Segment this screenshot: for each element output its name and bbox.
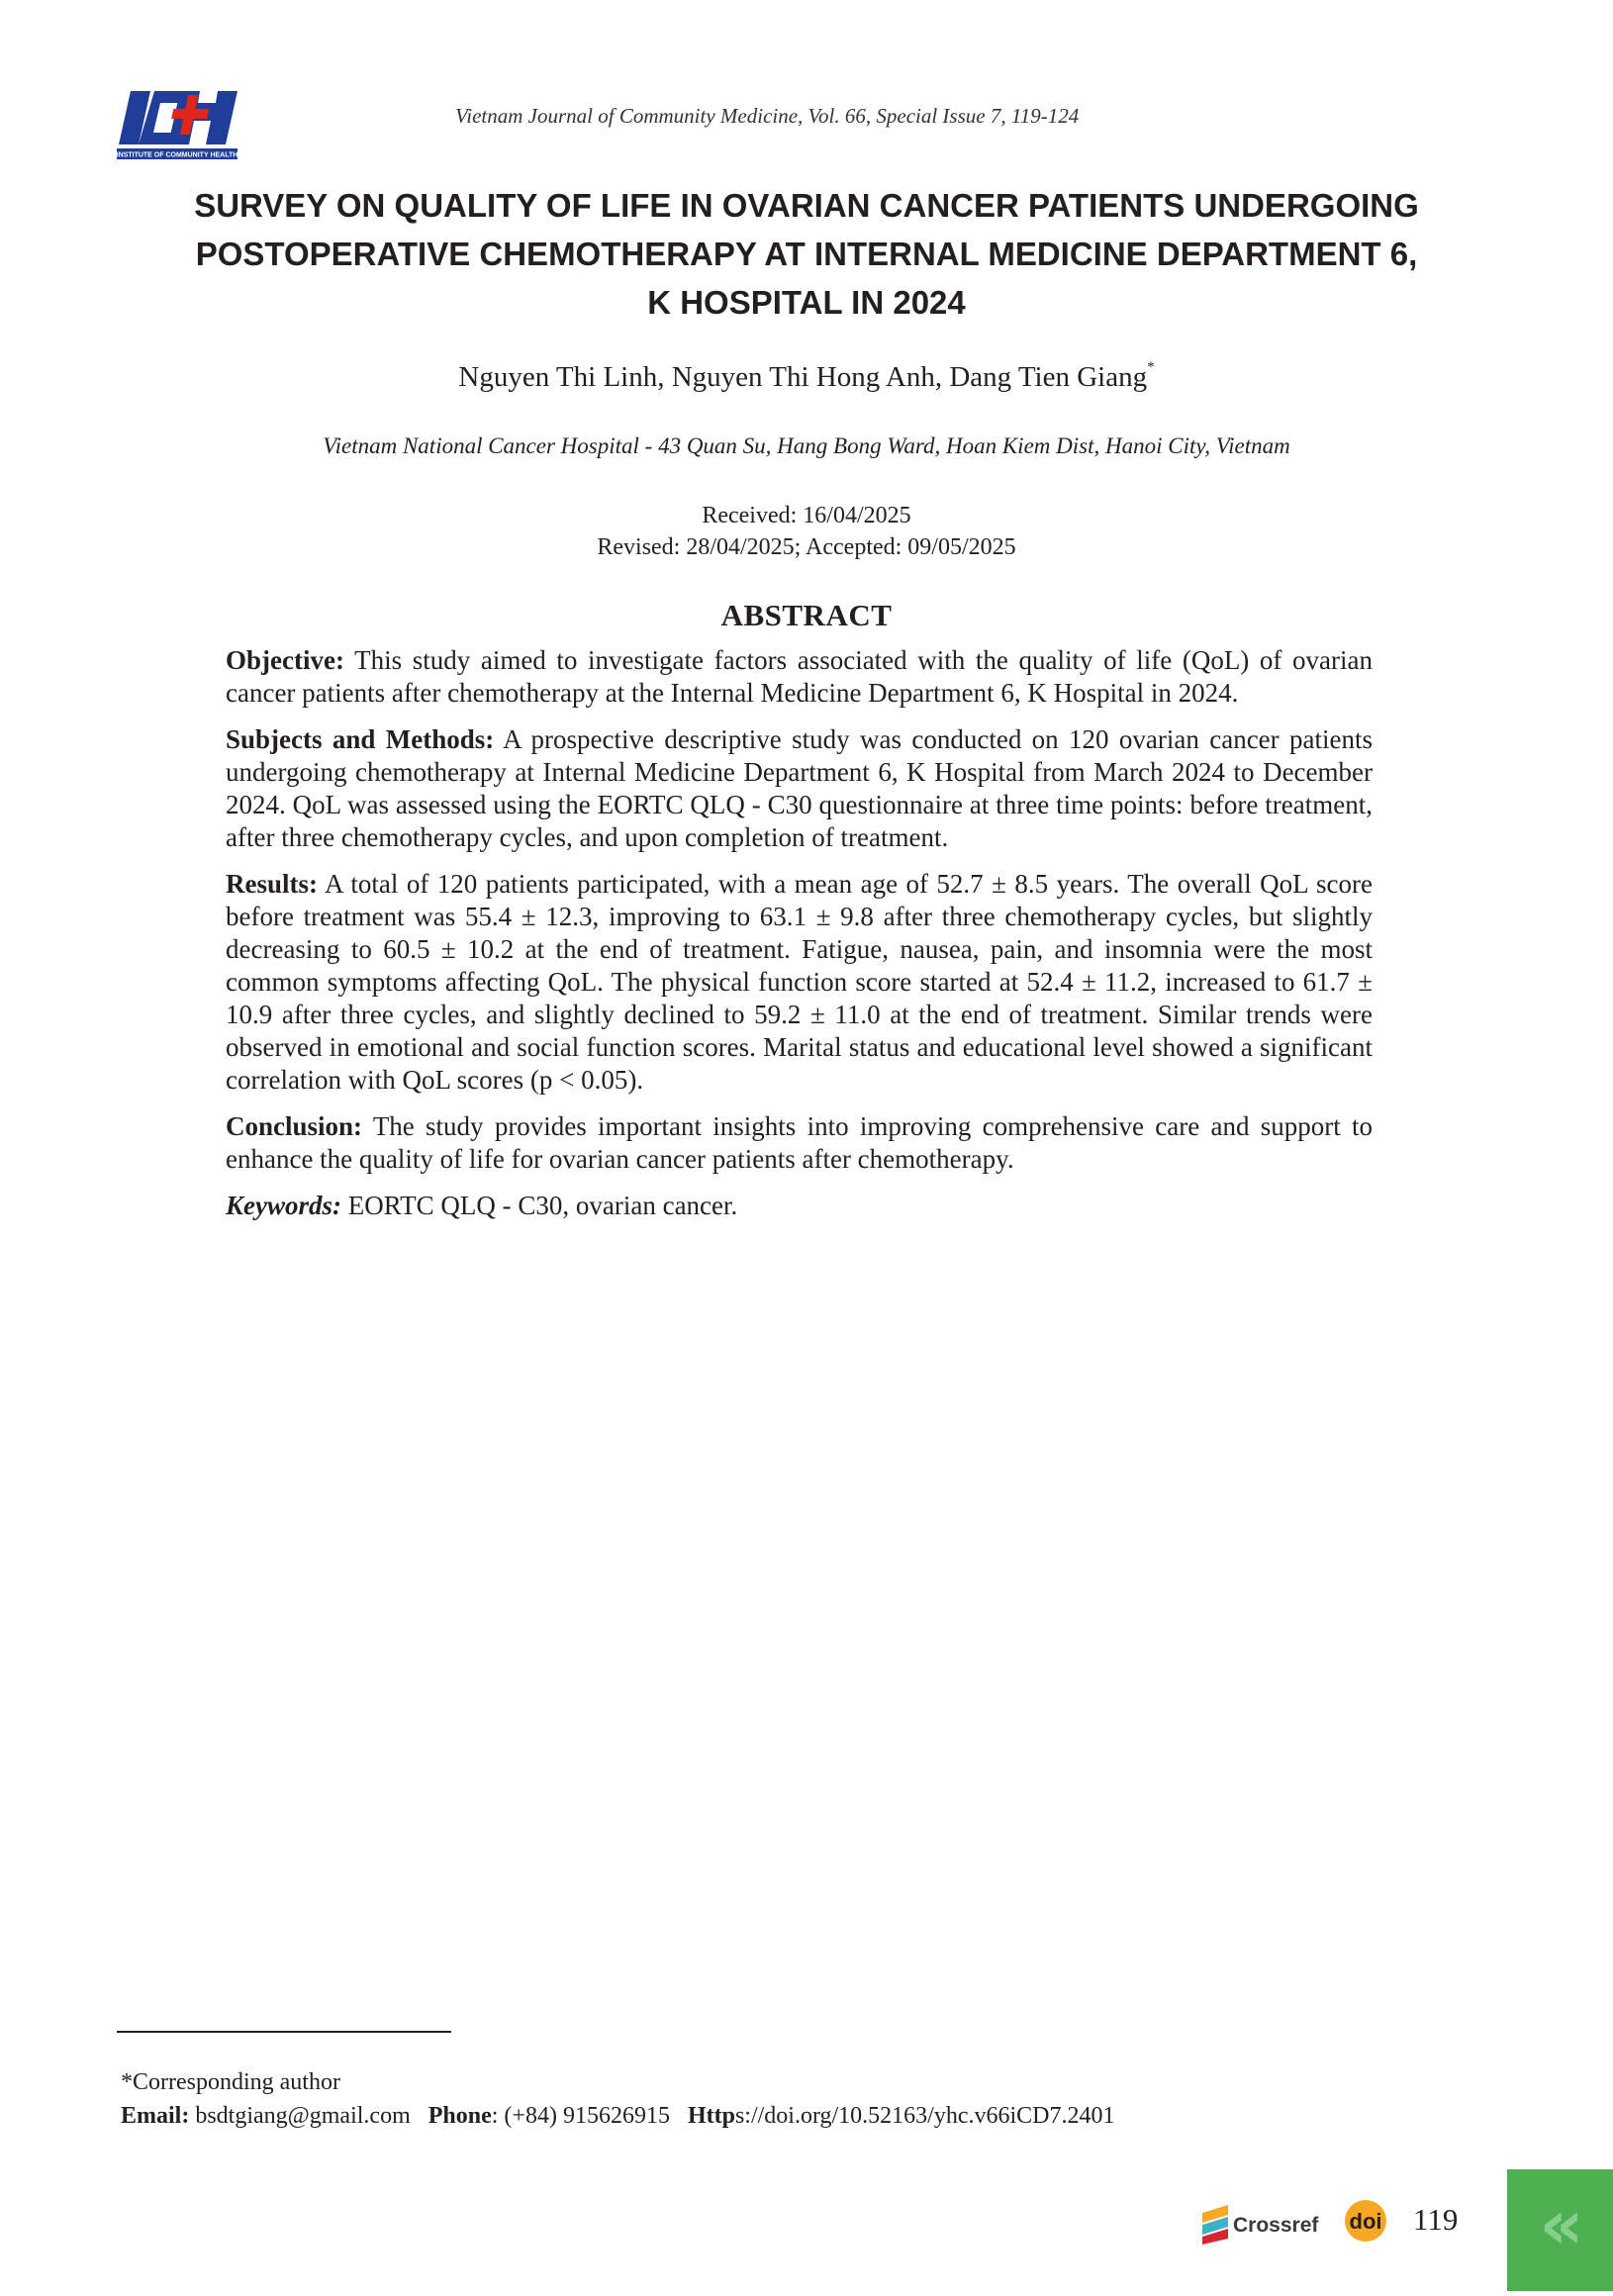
objective-label: Objective: — [226, 645, 344, 675]
paper-title — [99, 181, 1514, 327]
affiliation: Vietnam National Cancer Hospital - 43 Quan Su, Hang Bong Ward, Hoan Kiem Dist, Hanoi City, Vietnam — [323, 433, 1290, 458]
author-list — [0, 361, 1613, 394]
journal-logo — [117, 87, 247, 164]
received-date: Received: 16/04/2025 — [702, 503, 911, 528]
abstract-results — [226, 868, 1373, 1097]
conclusion-text: The study provides important insights into improving comprehensive care and support to enhance the quality of life for ovarian cancer patients after chemotherapy. — [226, 1111, 1373, 1174]
contact-line — [121, 2099, 1407, 2133]
abstract-heading: ABSTRACT — [720, 598, 893, 632]
journal-citation: Vietnam Journal of Community Medicine, Vol. 66, Special Issue 7, 119-124 — [455, 104, 1080, 128]
results-label: Results: — [226, 869, 318, 899]
revised-accepted-date: Revised: 28/04/2025; Accepted: 09/05/2025 — [597, 534, 1016, 560]
title-line-3: K HOSPITAL IN 2024 — [647, 284, 966, 321]
abstract-methods — [226, 723, 1373, 854]
phone-value: : (+84) 915626915 — [491, 2103, 670, 2129]
conclusion-label: Conclusion: — [226, 1111, 363, 1141]
abstract-conclusion — [226, 1110, 1373, 1176]
footnote-divider — [117, 2031, 451, 2033]
doi-text: doi — [1349, 2209, 1382, 2234]
results-text: A total of 120 patients participated, with a mean age of 52.7 ± 8.5 years. The overall QoL score before treatment was 55.4 ± 12.3, improving to 63.1 ± 9.8 after three chemotherapy cycles, but slightly decreasing to 60.5 ± 10.2 at the end of treatment. Fatigue, nausea, pain, and insomnia were the most common symptoms affecting QoL. The physical function score started at 52.4 ± 11.2, increased to 61.7 ± 10.9 after three cycles, and slightly declined to 59.2 ± 11.0 at the end of treatment. Similar trends were observed in emotional and social function scores. Marital status and educational level showed a significant correlation with QoL scores (p < 0.05). — [226, 869, 1373, 1095]
objective-text: This study aimed to investigate factors associated with the quality of life (QoL) of ovarian cancer patients after chemotherapy at the Internal Medicine Department 6, K Hospital in 2024. — [226, 645, 1373, 708]
page-number: 119 — [1413, 2202, 1459, 2237]
logo-text: INSTITUTE OF COMMUNITY HEALTH — [117, 151, 238, 159]
email-label: Email: — [121, 2103, 190, 2129]
article-dates — [0, 500, 1613, 563]
title-line-2: POSTOPERATIVE CHEMOTHERAPY AT INTERNAL MEDICINE DEPARTMENT 6, — [195, 236, 1418, 272]
corresponding-mark: * — [1147, 359, 1155, 375]
keywords-text: EORTC QLQ - C30, ovarian cancer. — [341, 1191, 738, 1220]
green-corner-tab — [1507, 2169, 1613, 2291]
methods-label: Subjects and Methods: — [226, 724, 495, 754]
corresponding-author: *Corresponding author — [121, 2069, 340, 2095]
doi-label: Http — [687, 2103, 735, 2129]
double-chevron-left-icon — [1507, 2169, 1613, 2291]
doi-link[interactable]: s://doi.org/10.52163/yhc.v66iCD7.2401 — [734, 2103, 1115, 2129]
abstract-keywords — [226, 1190, 1373, 1222]
keywords-label: Keywords: — [226, 1191, 341, 1220]
author-names: Nguyen Thi Linh, Nguyen Thi Hong Anh, Dang Tien Giang — [458, 361, 1148, 393]
email-value[interactable]: bsdtgiang@gmail.com — [189, 2103, 411, 2129]
chevron-glyph: « — [1539, 2184, 1584, 2265]
crossref-doi-badge[interactable] — [1200, 2199, 1388, 2245]
methods-text: A prospective descriptive study was conducted on 120 ovarian cancer patients undergoing chemotherapy at Internal Medicine Department 6, K Hospital from March 2024 to December 2024. QoL was assessed using the EORTC QLQ - C30 questionnaire at three time points: before treatment, after three chemotherapy cycles, and upon completion of treatment. — [226, 724, 1374, 852]
title-line-1: SURVEY ON QUALITY OF LIFE IN OVARIAN CANCER PATIENTS UNDERGOING — [194, 187, 1419, 224]
phone-label: Phone — [427, 2103, 492, 2129]
footnote — [121, 2065, 1407, 2133]
abstract-objective — [226, 644, 1373, 710]
crossref-text: Crossref — [1233, 2214, 1319, 2237]
abstract-body — [226, 644, 1373, 1236]
